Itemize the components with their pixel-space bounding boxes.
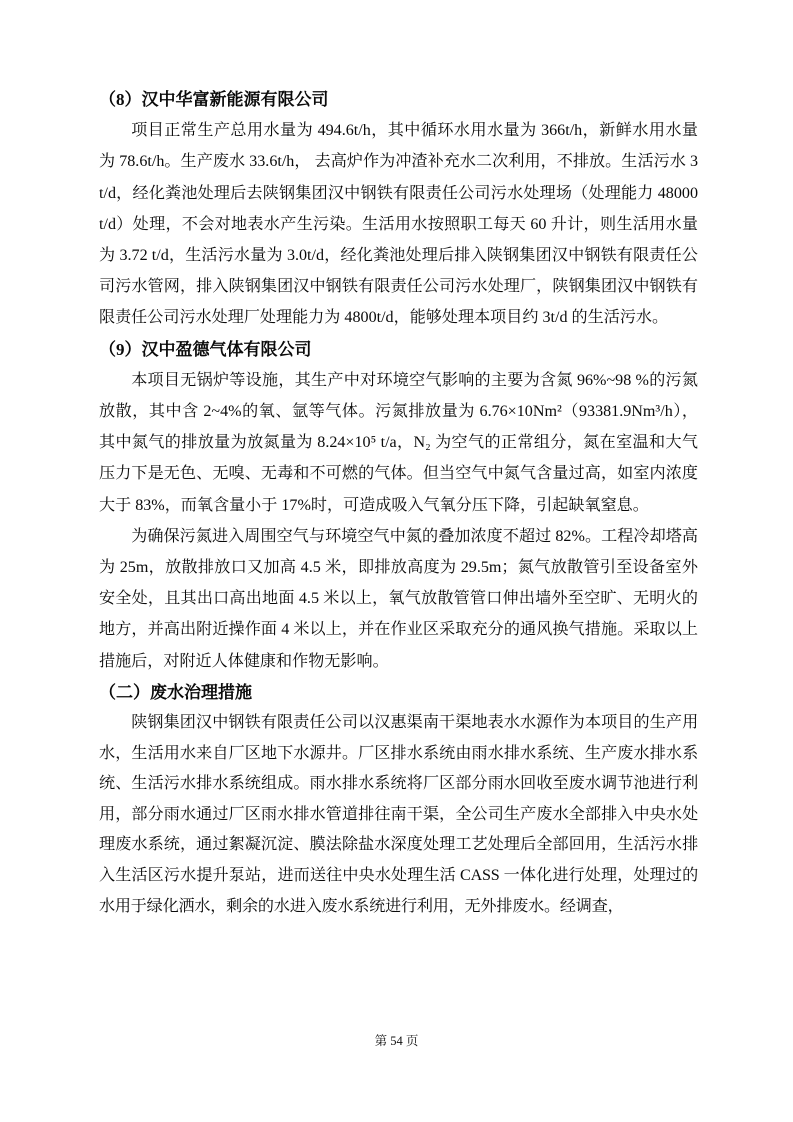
document-body	[99, 84, 698, 922]
section-heading-9-hanzhong-yingde: （9）汉中盈德气体有限公司	[99, 339, 312, 359]
body-paragraph-nitrogen-safety-measures: 为确保污氮进入周围空气与环境空气中氮的叠加浓度不超过 82%。工程冷却塔高为 25m，放散排放口又加高 4.5 米，即排放高度为 29.5m；氮气放散管引至设备室外安全处，且其出口高出地面 4.5 米以上，氧气放散管管口伸出墙外至空旷、无明火的地方，并高出附近操作面 4 米以上，并在作业区采取充分的通风换气措施。采取以上措施后，对附近人体健康和作物无影响。	[99, 527, 698, 670]
page-number: 第 54 页	[374, 1034, 419, 1048]
body-paragraph-water-usage: 项目正常生产总用水量为 494.6t/h，其中循环水用水量为 366t/h，新鲜水用水量为 78.6t/h。生产废水 33.6t/h， 去高炉作为冲渣补充水二次利用，不排放。生活污水 3t/d，经化粪池处理后去陕钢集团汉中钢铁有限责任公司污水处理场（处理能力 48000t/d）处理，不会对地表水产生污染。生活用水按照职工每天 60 升计，则生活用水量为 3.72 t/d，生活污水量为 3.0t/d，经化粪池处理后排入陕钢集团汉中钢铁有限责任公司污水管网，排入陕钢集团汉中钢铁有限责任公司污水处理厂，陕钢集团汉中钢铁有限责任公司污水处理厂处理能力为 4800t/d，能够处理本项目约 3t/d 的生活污水。	[99, 122, 698, 327]
body-paragraph-nitrogen-emissions: 本项目无锅炉等设施，其生产中对环境空气影响的主要为含氮 96%~98 %的污氮放散，其中含 2~4%的氧、氩等气体。污氮排放量为 6.76×10Nm²（93381.9Nm³/h），其中氮气的排放量为放氮量为 8.24×10⁵ t/a，N₂ 为空气的正常组分，氮在室温和大气压力下是无色、无嗅、无毒和不可燃的气体。但当空气中氮气含量过高，如室内浓度大于 83%，而氧含量小于 17%时，可造成吸入气氧分压下降，引起缺氧窒息。	[99, 371, 698, 514]
section-heading-8-hanzhong-huafu: （8）汉中华富新能源有限公司	[99, 90, 329, 109]
section-heading-2-wastewater-treatment: （二）废水治理措施	[99, 682, 252, 702]
body-paragraph-wastewater-system: 陕钢集团汉中钢铁有限责任公司以汉惠渠南干渠地表水水源作为本项目的生产用水，生活用水来自厂区地下水源井。厂区排水系统由雨水排水系统、生产废水排水系统、生活污水排水系统组成。雨水排水系统将厂区部分雨水回收至废水调节池进行利用，部分雨水通过厂区雨水排水管道排往南干渠，全公司生产废水全部排入中央水处理废水系统，通过絮凝沉淀、膜法除盐水深度处理工艺处理后全部回用，生活污水排入生活区污水提升泵站，进而送往中央水处理生活 CASS 一体化进行处理，处理过的水用于绿化洒水，剩余的水进入废水系统进行利用，无外排废水。经调查，	[99, 714, 698, 915]
